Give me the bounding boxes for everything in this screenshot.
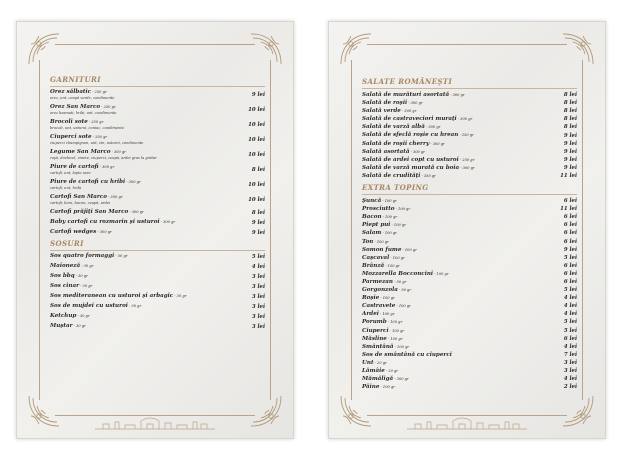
- menu-item: [50, 293, 265, 300]
- left-menu-content: [50, 75, 265, 333]
- menu-item-weight: - 100 gr: [394, 207, 411, 212]
- menu-item-name: Şuncă: [362, 198, 382, 205]
- menu-item: [362, 99, 577, 107]
- menu-item: [362, 148, 577, 156]
- menu-item-name: Lămâie: [362, 368, 385, 374]
- menu-item: [362, 318, 577, 326]
- menu-item-description: brocoli, unt, usturoi, coniac, condimente: [50, 126, 124, 130]
- section-title-garnituri: GARNITURI: [50, 75, 265, 87]
- menu-item-price: 9 lei: [251, 229, 265, 236]
- menu-item-price: 6 lei: [563, 222, 577, 229]
- menu-item-name: Orez sălbatic: [50, 89, 92, 95]
- menu-item-weight: - 100 gr: [393, 344, 410, 349]
- menu-item-weight: - 250 gr: [100, 105, 116, 109]
- menu-item-price: 4 lei: [563, 343, 577, 350]
- menu-item: [362, 375, 577, 383]
- menu-item-name: Parmezan: [362, 278, 393, 285]
- menu-item-name: Cartofi prăjiţi San Marco: [50, 209, 129, 215]
- menu-item-weight: - 100 gr: [433, 271, 449, 276]
- menu-item-weight: - 300 gr: [125, 180, 141, 184]
- menu-item-weight: - 100 gr: [389, 255, 405, 260]
- menu-item: [362, 351, 577, 359]
- menu-item-name: Sos de smântână cu ciuperci: [362, 351, 452, 358]
- ornament-corner-icon: [27, 394, 61, 428]
- menu-item: [362, 221, 577, 229]
- menu-item-price: 9 lei: [563, 156, 577, 163]
- menu-item: [362, 310, 577, 318]
- menu-item: [362, 270, 577, 278]
- menu-item-weight: - 100 gr: [401, 247, 417, 252]
- ornament-corner-icon: [27, 32, 61, 66]
- menu-item-weight: - 250 gr: [91, 135, 108, 139]
- menu-item: [50, 323, 265, 330]
- menu-item-price: 3 lei: [251, 293, 265, 300]
- menu-item-name: Ardei: [362, 311, 379, 318]
- menu-item-weight: - 300 gr: [159, 220, 176, 224]
- menu-item-price: 6 lei: [563, 279, 577, 286]
- menu-item: [362, 140, 577, 148]
- menu-item-price: 5 lei: [251, 253, 265, 260]
- menu-item: [362, 302, 577, 310]
- menu-item-name: Ton: [362, 238, 374, 245]
- menu-item: [362, 197, 577, 205]
- menu-item: [362, 278, 577, 286]
- menu-item-price: 8 lei: [251, 209, 265, 216]
- menu-item-weight: - 30 gr: [127, 304, 142, 308]
- menu-item: [362, 131, 577, 139]
- menu-item-name: Porumb: [362, 319, 387, 326]
- menu-item-name: Bacon: [362, 214, 382, 221]
- menu-item-name: Orez San Marco: [50, 104, 101, 110]
- menu-item-name: Mămăligă: [362, 376, 394, 383]
- menu-item-weight: - 100 gr: [373, 239, 389, 244]
- menu-item-name: Smântână: [362, 343, 394, 350]
- menu-item-name: Caşcaval: [362, 254, 390, 261]
- right-menu-content: [362, 77, 577, 391]
- ornament-corner-icon: [561, 394, 595, 428]
- menu-item-name: Piure de cartofi cu hribi: [50, 179, 126, 185]
- menu-item-price: 9 lei: [563, 148, 577, 155]
- ornament-corner-icon: [339, 32, 373, 66]
- menu-item-price: 11 lei: [560, 172, 577, 179]
- menu-item-weight: - 30 gr: [79, 284, 93, 288]
- menu-item-price: 8 lei: [251, 167, 265, 173]
- menu-item-price: 10 lei: [248, 137, 265, 143]
- menu-item-description: ciuperci champignon, unt, vin, usturoi, condimente: [50, 141, 144, 145]
- menu-item: [362, 262, 577, 270]
- menu-item-description: orez, unt, ceapă verde, condimente: [50, 96, 115, 100]
- menu-item: [50, 303, 265, 310]
- salate-list: [362, 91, 577, 180]
- menu-item-price: 3 lei: [563, 368, 577, 375]
- menu-item-price: 3 lei: [251, 283, 265, 290]
- menu-item-price: 9 lei: [563, 246, 577, 253]
- menu-item-name: Salată asortată: [362, 148, 410, 155]
- menu-item-description: cartofi, bors, bacon, ceapă, ardei: [50, 201, 111, 205]
- menu-item: [362, 335, 577, 343]
- menu-item-price: 4 lei: [563, 311, 577, 318]
- menu-item-weight: - 300 gr: [400, 109, 417, 114]
- menu-item-weight: - 300 gr: [449, 93, 465, 97]
- menu-item-weight: - 300 gr: [393, 377, 409, 382]
- sosuri-list: [50, 253, 265, 330]
- menu-item-price: 4 lei: [563, 295, 577, 302]
- menu-item: [362, 246, 577, 254]
- menu-item: [362, 294, 577, 302]
- menu-item-name: Piept pui: [362, 222, 391, 229]
- menu-item: [50, 273, 265, 280]
- menu-item-weight: - 100 gr: [386, 336, 403, 341]
- menu-item: [362, 172, 577, 180]
- menu-item: [362, 123, 577, 131]
- menu-item: [50, 164, 265, 176]
- menu-item-name: Pâine: [362, 384, 380, 391]
- menu-item-name: Sos mediteranean cu usturoi şi arbagic: [50, 293, 174, 299]
- menu-item-name: Salată de sfeclă roşie cu hrean: [362, 132, 459, 139]
- menu-item-name: Mozzarella Bocconcini: [362, 270, 434, 277]
- menu-item-weight: - 30 gr: [72, 324, 86, 328]
- menu-item-price: 4 lei: [563, 376, 577, 383]
- menu-page-right: [328, 21, 606, 439]
- menu-item-weight: - 300 gr: [429, 141, 445, 146]
- menu-item: [50, 194, 265, 206]
- menu-item-weight: - 100 gr: [379, 296, 395, 301]
- menu-item-weight: - 100 gr: [395, 304, 411, 309]
- menu-item-price: 10 lei: [248, 107, 265, 113]
- menu-item-weight: - 250 gr: [458, 133, 474, 138]
- menu-item-price: 10 lei: [248, 122, 265, 128]
- menu-item-name: Somon fume: [362, 246, 402, 253]
- menu-item-weight: - 100 gr: [386, 320, 403, 325]
- menu-item-price: 5 lei: [563, 319, 577, 326]
- menu-item-weight: - 100 gr: [384, 263, 400, 268]
- menu-item-name: Brocoli sote: [50, 119, 88, 125]
- menu-item-weight: - 300 gr: [98, 165, 115, 169]
- ornament-corner-icon: [339, 394, 373, 428]
- menu-item-name: Castravete: [362, 303, 396, 310]
- menu-item-weight: - 300 gr: [106, 195, 123, 199]
- menu-item-weight: - 300 gr: [424, 125, 441, 130]
- menu-item-weight: - 300 gr: [409, 149, 425, 154]
- menu-item-name: Salam: [362, 230, 382, 237]
- menu-item: [50, 104, 265, 116]
- menu-item-name: Muştar: [50, 323, 73, 329]
- menu-page-left: [16, 21, 294, 439]
- menu-item-weight: - 20 gr: [373, 360, 387, 365]
- menu-item-price: 6 lei: [563, 238, 577, 245]
- menu-item-price: 6 lei: [563, 198, 577, 205]
- menu-item: [362, 91, 577, 99]
- menu-item: [362, 229, 577, 237]
- menu-item-weight: - 20 gr: [384, 369, 399, 373]
- menu-item-weight: - 30 gr: [173, 294, 187, 298]
- menu-item-name: Salată verde: [362, 108, 401, 115]
- menu-item: [362, 238, 577, 246]
- menu-item-weight: - 50 gr: [392, 279, 407, 284]
- menu-item-price: 6 lei: [563, 335, 577, 342]
- menu-item-weight: - 350 gr: [420, 173, 436, 178]
- menu-item-weight: - 300 gr: [110, 150, 127, 154]
- menu-item-description: roşii, dovlecel, vinete, ciuperci, ceapă, ardei gras la grătar: [50, 156, 157, 160]
- menu-item-price: 3 lei: [251, 323, 265, 330]
- menu-item-name: Salată de roşii: [362, 100, 408, 107]
- menu-item: [362, 205, 577, 213]
- menu-item-price: 8 lei: [563, 108, 577, 115]
- menu-item-weight: - 250 gr: [87, 120, 104, 124]
- menu-item: [362, 327, 577, 335]
- menu-item-name: Salată de varză murată cu boia: [362, 164, 460, 171]
- menu-item-price: 8 lei: [563, 92, 577, 99]
- menu-item-weight: - 300 gr: [456, 117, 473, 122]
- menu-item-price: 3 lei: [251, 313, 265, 320]
- menu-item-price: 5 lei: [563, 287, 577, 294]
- city-skyline-icon: [95, 416, 215, 430]
- menu-item-description: cartofi, unt, lapte sare: [50, 171, 91, 175]
- menu-item-weight: - 300 gr: [96, 230, 112, 234]
- menu-item: [50, 134, 265, 146]
- menu-item-weight: - 50 gr: [397, 288, 412, 293]
- menu-item-weight: - 100 gr: [390, 223, 406, 228]
- menu-item: [50, 119, 265, 131]
- menu-item: [50, 209, 265, 216]
- menu-item-price: 6 lei: [563, 270, 577, 277]
- menu-item-weight: - 100 gr: [381, 215, 398, 220]
- menu-item-name: Cartofi wedges: [50, 229, 97, 235]
- menu-item: [362, 286, 577, 294]
- menu-item: [362, 156, 577, 164]
- menu-item-price: 9 lei: [563, 132, 577, 139]
- menu-item-price: 5 lei: [563, 327, 577, 334]
- menu-item-price: 6 lei: [563, 262, 577, 269]
- menu-item-name: Salată de castraveciori muraţi: [362, 116, 457, 123]
- menu-item-price: 11 lei: [560, 206, 577, 213]
- ornament-corner-icon: [561, 32, 595, 66]
- menu-item: [50, 89, 265, 101]
- ornament-corner-icon: [249, 394, 283, 428]
- menu-item: [362, 359, 577, 367]
- menu-item-name: Salată de ardei copt cu usturoi: [362, 156, 459, 163]
- menu-item-price: 10 lei: [248, 197, 265, 203]
- menu-item-name: Legume San Marco: [50, 149, 111, 155]
- menu-item-weight: - 50 gr: [114, 254, 128, 258]
- menu-item-name: Piure de cartofi: [50, 164, 99, 170]
- garnituri-list: [50, 89, 265, 236]
- menu-item-description: cartofi, unt, hribi: [50, 186, 82, 190]
- menu-item-name: Brânză: [362, 262, 385, 269]
- menu-item-weight: - 100 gr: [388, 328, 405, 333]
- menu-item-name: Prosciutto: [362, 206, 395, 213]
- menu-item-price: 3 lei: [563, 359, 577, 366]
- menu-item-name: Salată de roşii cherry: [362, 140, 430, 147]
- extra-toping-list: [362, 197, 577, 391]
- menu-item: [50, 313, 265, 320]
- menu-item: [50, 283, 265, 290]
- menu-item-price: 4 lei: [563, 303, 577, 310]
- menu-item-name: Unt: [362, 359, 374, 366]
- menu-item-name: Roşie: [362, 295, 380, 302]
- menu-item-weight: - 250 gr: [91, 90, 107, 94]
- menu-item: [362, 115, 577, 123]
- menu-item-weight: - 100 gr: [379, 385, 395, 390]
- menu-item-weight: - 100 gr: [381, 231, 397, 236]
- menu-item-price: 8 lei: [563, 100, 577, 107]
- menu-item-weight: - 100 gr: [378, 312, 395, 317]
- menu-item-name: Salată de varză albă: [362, 124, 425, 131]
- menu-item-name: Maioneză: [50, 263, 81, 269]
- menu-item-weight: - 30 gr: [76, 314, 90, 318]
- menu-item-price: 4 lei: [251, 263, 265, 270]
- menu-item-price: 10 lei: [248, 182, 265, 188]
- menu-item: [362, 107, 577, 115]
- menu-item: [362, 164, 577, 172]
- menu-item: [362, 213, 577, 221]
- menu-item-weight: - 300 gr: [459, 165, 475, 170]
- menu-item-price: 10 lei: [248, 152, 265, 158]
- menu-item-price: 7 lei: [563, 351, 577, 358]
- menu-item: [50, 229, 265, 236]
- menu-item-weight: - 100 gr: [381, 199, 397, 204]
- menu-item: [50, 149, 265, 161]
- city-skyline-icon: [407, 416, 527, 430]
- menu-item: [362, 254, 577, 262]
- menu-item-price: 9 lei: [251, 219, 265, 226]
- menu-item-name: Sos quatro formaggi: [50, 253, 115, 259]
- menu-item-price: 3 lei: [251, 273, 265, 280]
- menu-item-price: 8 lei: [563, 124, 577, 131]
- menu-item-price: 9 lei: [563, 164, 577, 171]
- menu-item: [50, 179, 265, 191]
- menu-item-name: Salată de murături asortată: [362, 92, 450, 98]
- menu-item-weight: - 30 gr: [74, 274, 88, 278]
- menu-item-name: Baby cartofi cu rozmarin şi usturoi: [50, 219, 160, 225]
- menu-item-price: 9 lei: [563, 140, 577, 147]
- menu-item-price: 8 lei: [563, 116, 577, 123]
- menu-item-weight: - 30 gr: [80, 264, 94, 268]
- ornament-corner-icon: [249, 32, 283, 66]
- menu-item: [50, 219, 265, 226]
- menu-item-name: Gorgonzola: [362, 287, 398, 294]
- menu-item: [50, 263, 265, 270]
- menu-item: [50, 253, 265, 260]
- menu-item-description: orez basmati, hribi, unt, condimente: [50, 111, 117, 115]
- section-title-salate: SALATE ROMÂNEŞTI: [362, 77, 577, 89]
- menu-item-weight: - 300 gr: [128, 210, 144, 214]
- menu-item-price: 3 lei: [251, 303, 265, 310]
- menu-item-name: Ciuperci sote: [50, 134, 92, 140]
- menu-item: [362, 383, 577, 391]
- menu-item-name: Cartofi San Marco: [50, 194, 107, 200]
- menu-item-name: Salată de crudităţi: [362, 172, 421, 179]
- menu-item-price: 6 lei: [563, 214, 577, 221]
- menu-item-name: Sos cinar: [50, 283, 80, 289]
- menu-item-name: Sos de mujdei cu usturoi: [50, 303, 128, 309]
- menu-item-price: 6 lei: [563, 230, 577, 237]
- section-title-extra-toping: EXTRA TOPING: [362, 183, 577, 195]
- menu-item-price: 9 lei: [251, 92, 265, 98]
- menu-item-name: Sos bbq: [50, 273, 75, 279]
- menu-item-weight: - 300 gr: [407, 101, 423, 106]
- menu-item-price: 5 lei: [563, 254, 577, 261]
- menu-item-weight: - 250 gr: [458, 157, 475, 162]
- menu-item-name: Măsline: [362, 335, 387, 342]
- menu-item-price: 2 lei: [563, 384, 577, 391]
- menu-item-name: Ketchup: [50, 313, 77, 319]
- menu-item: [362, 343, 577, 351]
- menu-item-name: Ciuperci: [362, 327, 389, 334]
- menu-item: [362, 367, 577, 375]
- section-title-sosuri: SOSURI: [50, 239, 265, 251]
